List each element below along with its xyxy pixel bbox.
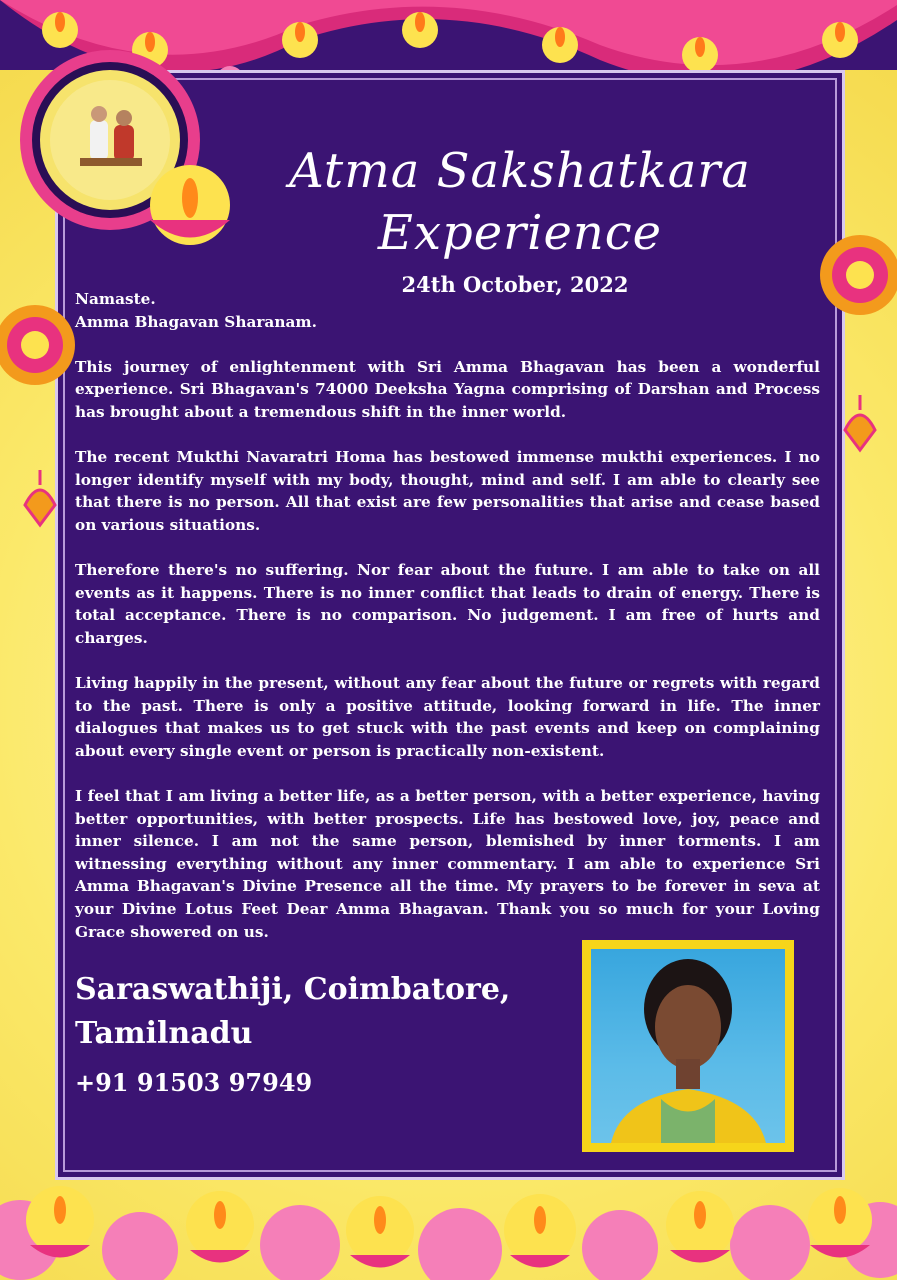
signature-line-2: Tamilnadu (75, 1016, 253, 1051)
signature-line-1: Saraswathiji, Coimbatore, (75, 972, 511, 1007)
paragraph-2: The recent Mukthi Navaratri Homa has bestowed immense mukthi experiences. I no longer identify myself with my body, thought, mind and self. I am able to clearly see that there is no person. All that exist are few personalities that arise and cease based on various situations. (75, 448, 820, 534)
signature-name (75, 968, 545, 1056)
left-flower-icon (0, 300, 80, 390)
hanging-bell-left-icon (20, 470, 60, 530)
letter-body (75, 288, 820, 966)
bottom-garland-decoration (0, 1130, 897, 1280)
hanging-bell-right-icon (840, 395, 880, 455)
portrait-photo (591, 949, 785, 1143)
title-line-2: Experience (377, 205, 663, 261)
greeting-line-2: Amma Bhagavan Sharanam. (75, 312, 317, 331)
title-line-1: Atma Sakshatkara (289, 143, 751, 199)
greeting (75, 288, 820, 333)
diya-lamp-icon (140, 160, 240, 260)
greeting-line-1: Namaste. (75, 290, 156, 308)
page-title (240, 140, 800, 264)
paragraph-4: Living happily in the present, without any fear about the future or regrets with regard to the past. There is only a positive attitude, looking forward in life. The inner dialogues that makes us to get stuck with the past events and keep on complaining about every single event or person is practically non-existent. (75, 674, 820, 760)
paragraph-5: I feel that I am living a better life, as a better person, with a better experience, having better opportunities, with better prospects. Life has bestowed love, joy, peace and inner silence. I am not the same person, blemished by inner torments. I am witnessing everything without any inner commentary. I am able to experience Sri Amma Bhagavan's Divine Presence all the time. My prayers to be forever in seva at your Divine Lotus Feet Dear Amma Bhagavan. Thank you so much for your Loving Grace showered on us. (75, 787, 820, 941)
date-label: 24th October, 2022 (401, 272, 629, 297)
paragraph-1: This journey of enlightenment with Sri Amma Bhagavan has been a wonderful experience. Sri Bhagavan's 74000 Deeksha Yagna comprising of Darshan and Process has brought about a tremendous shift in the inner world. (75, 357, 820, 421)
right-flower-icon (815, 230, 897, 320)
phone-number: +91 91503 97949 (75, 1068, 313, 1097)
person-portrait-icon (591, 949, 785, 1143)
portrait-frame (582, 940, 794, 1152)
paragraph-3: Therefore there's no suffering. Nor fear about the future. I am able to take on all events as it happens. There is no inner conflict that leads to drain of energy. There is total acceptance. There is no comparison. No judgement. I am free of hurts and charges. (75, 561, 820, 647)
